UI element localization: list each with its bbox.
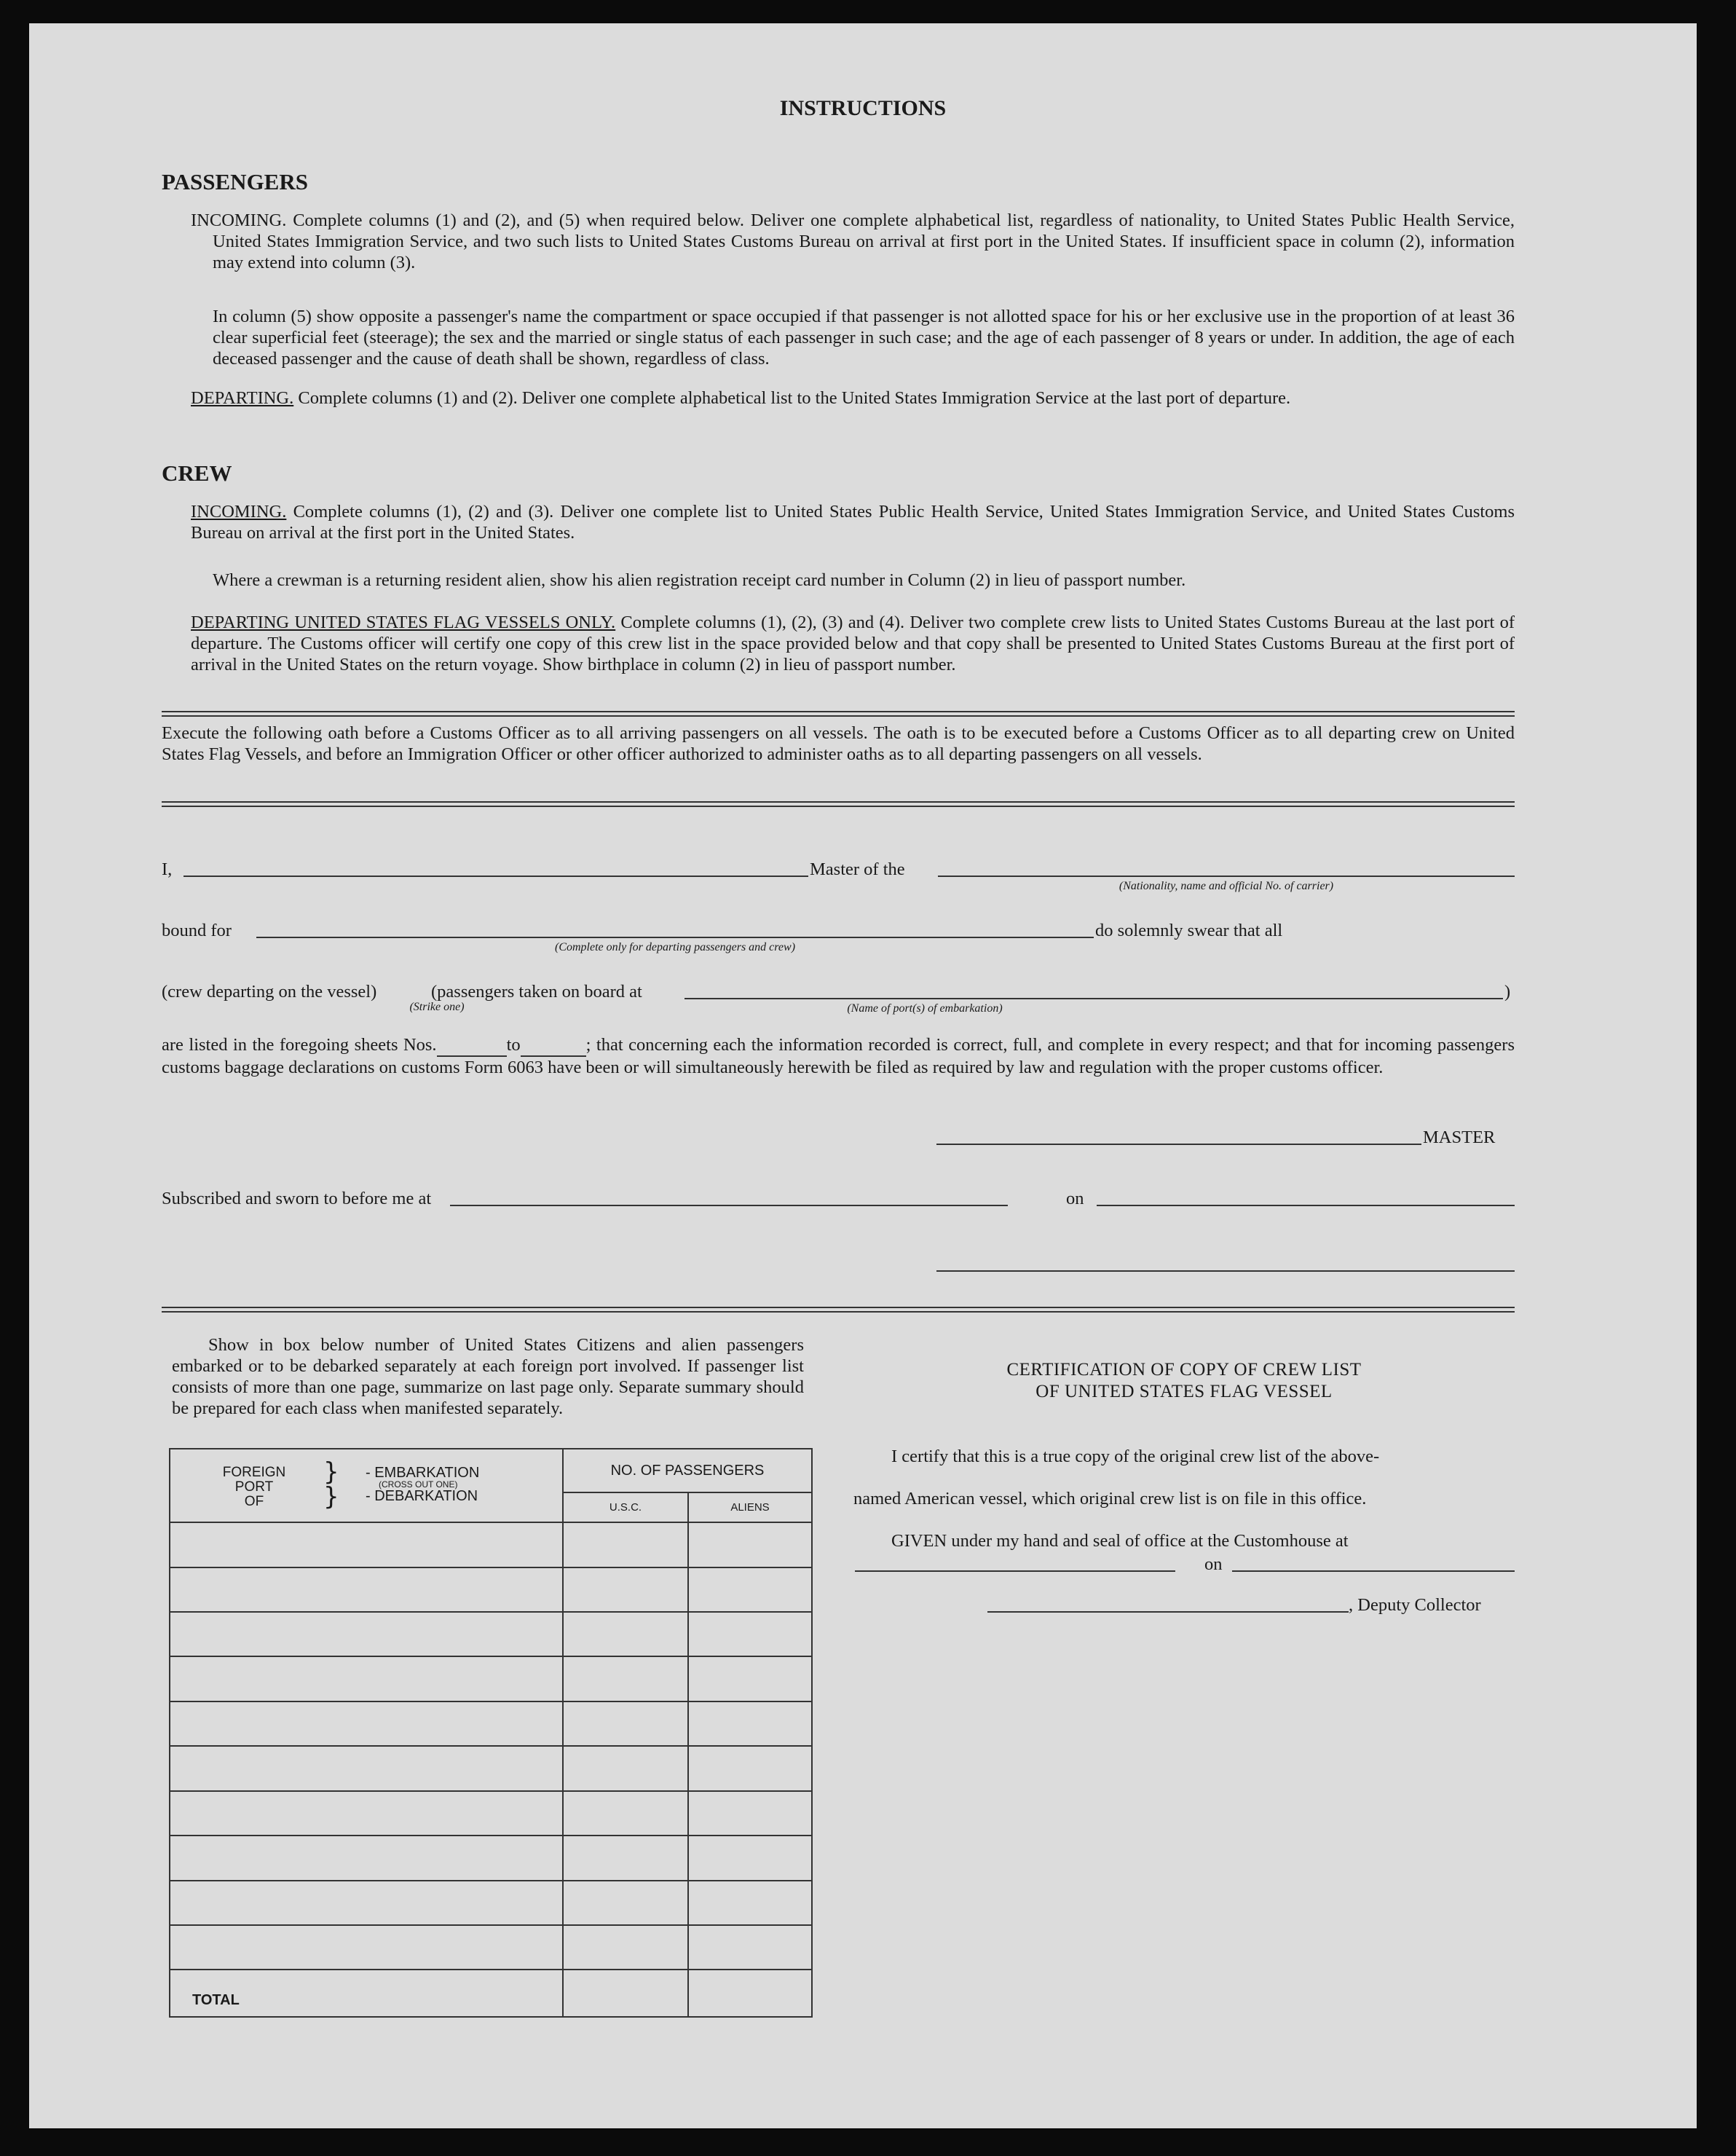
aliens-cell[interactable]	[688, 1881, 812, 1925]
swear-text: do solemnly swear that all	[1095, 921, 1283, 940]
passengers-departing-text: Complete columns (1) and (2). Deliver one complete alphabetical list to the United States Immigration Service at the last port of departure.	[298, 388, 1291, 408]
usc-cell[interactable]	[563, 1522, 688, 1567]
strike-one-caption: (Strike one)	[409, 1001, 465, 1013]
subscribed-place-field[interactable]	[450, 1205, 1008, 1206]
foreign-label: FOREIGN	[222, 1465, 286, 1480]
given-text: GIVEN under my hand and seal of office at the Customhouse at	[891, 1531, 1349, 1551]
port-cell[interactable]	[170, 1746, 563, 1790]
port-cell[interactable]	[170, 1656, 563, 1701]
embark-options	[366, 1465, 479, 1503]
aliens-cell[interactable]	[688, 1522, 812, 1567]
deputy-collector-label: , Deputy Collector	[1349, 1595, 1481, 1615]
embarkation-option[interactable]: - EMBARKATION	[366, 1465, 480, 1481]
aliens-cell[interactable]	[688, 1836, 812, 1880]
usc-cell[interactable]	[563, 1925, 688, 1970]
port-label: PORT	[234, 1479, 274, 1495]
no-passengers-header: NO. OF PASSENGERS	[563, 1449, 812, 1492]
aliens-cell[interactable]	[688, 1701, 812, 1746]
certify-line-2: named American vessel, which original crew list is on file in this office.	[853, 1489, 1367, 1508]
port-cell[interactable]	[170, 1791, 563, 1836]
usc-header: U.S.C.	[563, 1492, 688, 1522]
port-header-cell	[170, 1449, 563, 1522]
bound-for-field[interactable]	[256, 937, 1094, 938]
usc-cell[interactable]	[563, 1746, 688, 1790]
certification-heading-line1: CERTIFICATION OF COPY OF CREW LIST	[1006, 1360, 1362, 1380]
usc-cell[interactable]	[563, 1836, 688, 1880]
usc-cell[interactable]	[563, 1701, 688, 1746]
aliens-cell[interactable]	[688, 1612, 812, 1656]
crew-resident-paragraph: Where a crewman is a returning resident alien, show his alien registration receipt card number in Column (2) in lieu of passport number.	[213, 570, 1186, 590]
master-name-field[interactable]	[184, 876, 808, 877]
summary-instruction: Show in box below number of United States Citizens and alien passengers embarked or to be debarked separately at each foreign port involved. If passenger list consists of more than one page, summarize on last page only. Separate summary should be prepared for each class when manifested separately.	[172, 1335, 804, 1418]
complete-only-caption: (Complete only for departing passengers and crew)	[554, 941, 796, 953]
port-cell[interactable]	[170, 1612, 563, 1656]
passengers-column5-paragraph: In column (5) show opposite a passenger's name the compartment or space occupied if that passenger is not allotted space for his or her exclusive use in the proportion of at least 36 clear superficial feet (steerage); the sex and the married or single status of each passenger in such case; and the age of each passenger of 8 years or under. In addition, the age of each deceased passenger and the cause of death shall be shown, regardless of class.	[213, 307, 1515, 369]
usc-cell[interactable]	[563, 1567, 688, 1612]
aliens-cell[interactable]	[688, 1925, 812, 1970]
crew-incoming-lead: INCOMING.	[191, 502, 287, 522]
certification-on-label: on	[1204, 1554, 1223, 1574]
brace-icon: } }	[323, 1457, 339, 1511]
passengers-incoming-text: Complete columns (1) and (2), and (5) when required below. Deliver one complete alphabetical list, regardless of nationality, to United States Public Health Service, United States Immigration Service, and two such lists to United States Customs Bureau on arrival at first port in the United States. If insufficient space in column (2), information may extend into column (3).	[213, 211, 1515, 272]
crew-heading: CREW	[162, 460, 232, 486]
master-label: MASTER	[1423, 1128, 1496, 1147]
form-page	[29, 23, 1697, 2128]
certification-date-field[interactable]	[1232, 1570, 1515, 1572]
aliens-cell[interactable]	[688, 1656, 812, 1701]
subscribed-label: Subscribed and sworn to before me at	[162, 1189, 432, 1208]
oath-instruction: Execute the following oath before a Customs Officer as to all arriving passengers on all vessels. The oath is to be executed before a Customs Officer as to all departing crew on United States Flag Vessels, and before an Immigration Officer or other officer authorized to administer oaths as to all departing passengers on all vessels.	[162, 723, 1515, 764]
crew-incoming-paragraph	[191, 501, 1515, 543]
usc-cell[interactable]	[563, 1791, 688, 1836]
usc-cell[interactable]	[563, 1881, 688, 1925]
usc-cell[interactable]	[563, 1612, 688, 1656]
carrier-caption: (Nationality, name and official No. of carrier)	[1118, 880, 1334, 892]
aliens-cell[interactable]	[688, 1746, 812, 1790]
certification-heading-line2: OF UNITED STATES FLAG VESSEL	[1035, 1382, 1333, 1401]
subscribed-on-label: on	[1066, 1189, 1084, 1208]
listed-paragraph	[162, 1034, 1515, 1078]
port-cell[interactable]	[170, 1836, 563, 1880]
aliens-cell[interactable]	[688, 1791, 812, 1836]
total-label: TOTAL	[170, 1970, 563, 2017]
crew-departing-option[interactable]: (crew departing on the vessel)	[162, 982, 377, 1002]
certify-line-1: I certify that this is a true copy of the original crew list of the above-	[891, 1447, 1380, 1466]
oath-i-label: I,	[162, 859, 173, 879]
port-caption: (Name of port(s) of embarkation)	[847, 1002, 1003, 1015]
embarkation-port-field[interactable]	[684, 998, 1503, 999]
cross-out-note: (CROSS OUT ONE)	[379, 1479, 458, 1490]
passengers-taken-option[interactable]: (passengers taken on board at	[431, 982, 642, 1002]
aliens-total-cell[interactable]	[688, 1970, 812, 2017]
carrier-field[interactable]	[938, 876, 1515, 877]
passenger-summary-table	[169, 1448, 813, 2018]
port-cell[interactable]	[170, 1881, 563, 1925]
double-rule	[162, 1307, 1515, 1313]
port-cell[interactable]	[170, 1567, 563, 1612]
passengers-heading: PASSENGERS	[162, 169, 308, 194]
crew-departing-lead: DEPARTING UNITED STATES FLAG VESSELS ONLY.	[191, 613, 616, 632]
officer-signature-line[interactable]	[936, 1270, 1515, 1272]
customhouse-field[interactable]	[855, 1570, 1175, 1572]
of-label: OF	[244, 1494, 264, 1509]
foreign-port-of	[207, 1465, 301, 1509]
passengers-departing-lead: DEPARTING.	[191, 388, 294, 408]
deputy-signature-line[interactable]	[987, 1611, 1349, 1613]
master-signature-line[interactable]	[936, 1144, 1421, 1145]
double-rule	[162, 711, 1515, 717]
port-cell[interactable]	[170, 1522, 563, 1567]
usc-total-cell[interactable]	[563, 1970, 688, 2017]
listed-text-2: ; that concerning each the information recorded is correct, full, and complete in every respect; and that for incoming passengers customs baggage declarations on customs Form 6063 have been or will simultaneously herewith be filed as required by law and regulation with the proper customs officer.	[162, 1035, 1515, 1077]
crew-departing-paragraph	[191, 612, 1515, 675]
sheet-from-field[interactable]	[437, 1034, 507, 1057]
subscribed-date-field[interactable]	[1097, 1205, 1515, 1206]
aliens-cell[interactable]	[688, 1567, 812, 1612]
certification-heading	[853, 1359, 1515, 1403]
double-rule	[162, 801, 1515, 807]
passengers-departing-paragraph	[191, 387, 1515, 409]
port-cell[interactable]	[170, 1925, 563, 1970]
master-of-the-label: Master of the	[810, 859, 905, 879]
passengers-incoming-paragraph	[191, 210, 1515, 273]
close-paren: )	[1504, 982, 1511, 1002]
listed-to: to	[506, 1035, 521, 1055]
usc-cell[interactable]	[563, 1656, 688, 1701]
bound-for-label: bound for	[162, 921, 232, 940]
listed-text-1: are listed in the foregoing sheets Nos.	[162, 1035, 437, 1055]
sheet-to-field[interactable]	[521, 1034, 586, 1057]
passengers-incoming-lead: INCOMING.	[191, 211, 287, 230]
debarkation-option[interactable]: - DEBARKATION	[366, 1488, 478, 1504]
aliens-header: ALIENS	[688, 1492, 812, 1522]
page-title: INSTRUCTIONS	[779, 96, 947, 120]
port-cell[interactable]	[170, 1701, 563, 1746]
crew-incoming-text: Complete columns (1), (2) and (3). Deliver one complete list to United States Public Health Service, United States Immigration Service, and United States Customs Bureau on arrival at the first port in the United States.	[191, 502, 1515, 543]
crew-departing-text: Complete columns (1), (2), (3) and (4). Deliver two complete crew lists to United States Customs Bureau at the last port of departure. The Customs officer will certify one copy of this crew list in the space provided below and that copy shall be presented to United States Customs Bureau at the first port of arrival in the United States on the return voyage. Show birthplace in column (2) in lieu of passport number.	[191, 613, 1515, 674]
